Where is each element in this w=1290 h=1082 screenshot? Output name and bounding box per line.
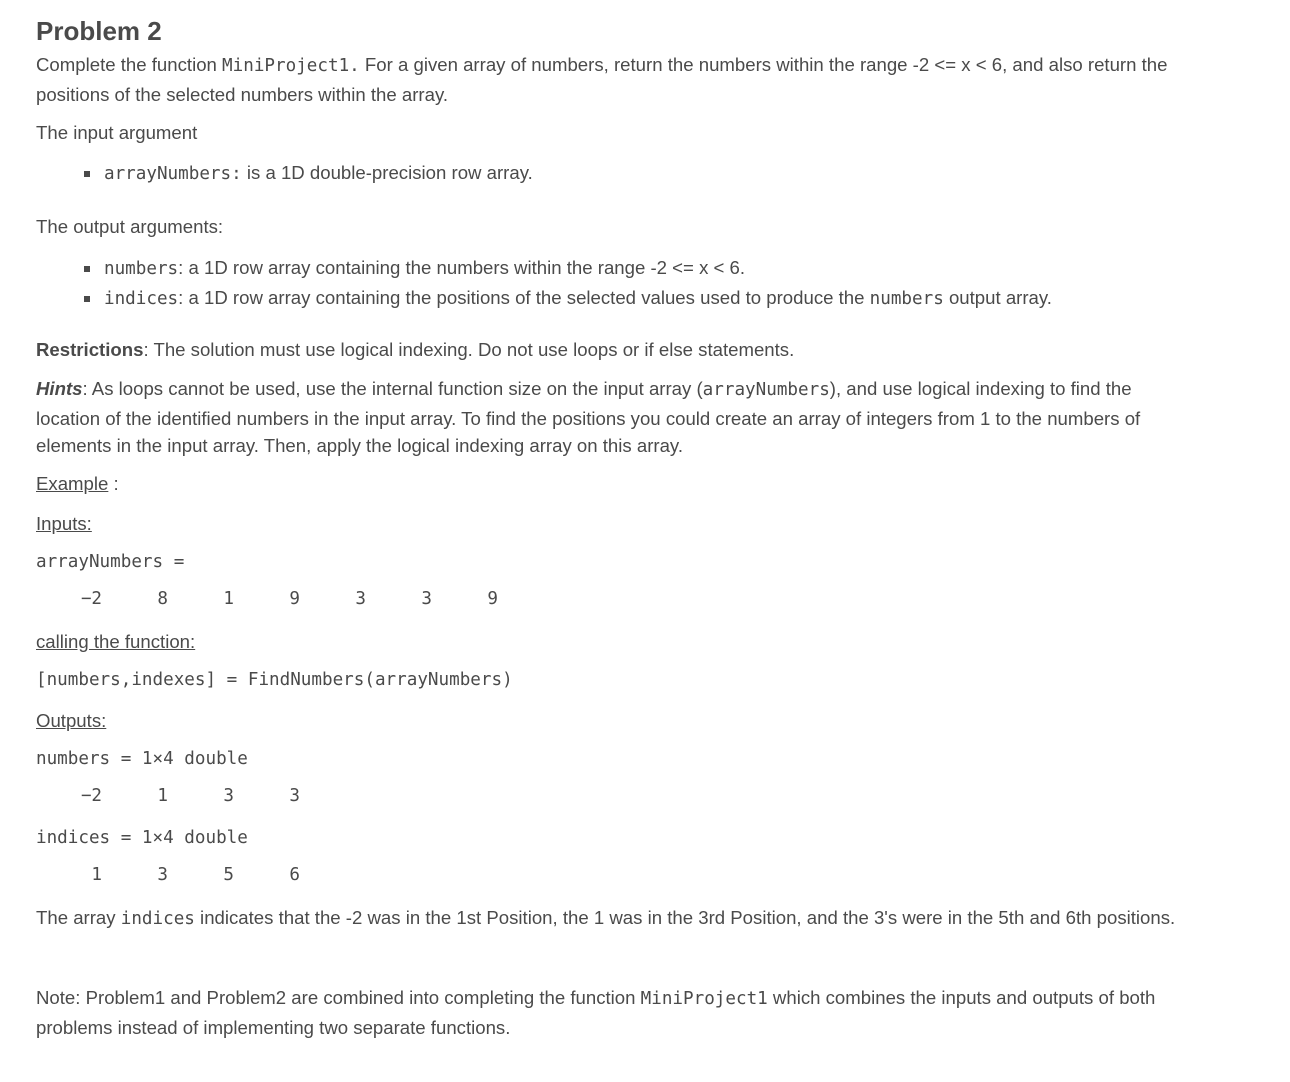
argument-code: arrayNumbers: [104,164,242,184]
array-value: 3 [355,589,366,609]
indices-assignment: indices = 1×4 double [36,828,248,848]
numbers-value: 3 [289,786,300,806]
explanation-code: indices [120,909,195,929]
indices-value: 6 [289,865,300,885]
numbers-value: −2 [80,786,102,806]
note-function-name: MiniProject1 [640,989,768,1009]
array-value: 1 [223,589,234,609]
note-text-post: which combines the inputs and outputs of both [767,987,1156,1008]
note-text-pre: Note: Problem1 and Problem2 are combined into completing the function [36,987,641,1008]
array-value: 3 [421,589,432,609]
numbers-assignment: numbers = 1×4 double [36,749,248,769]
argument-description-end: output array. [943,286,1052,308]
hints-text-line3: elements in the input array. Then, apply the logical indexing array on this array. [36,435,684,456]
page-title: Problem 2 [36,16,162,46]
indices-value: 5 [223,865,234,885]
array-value: 9 [289,589,300,609]
hints-paragraph [36,375,1236,460]
argument-code-inline: numbers [869,288,944,309]
restrictions-label: Restrictions [36,339,144,360]
array-value: 8 [157,589,168,609]
array-assignment: arrayNumbers = [36,552,185,572]
calling-label: calling the function: [36,631,196,652]
note-paragraph [36,984,1236,1041]
inputs-label: Inputs: [36,513,92,534]
list-item [84,159,533,189]
intro-text-pre: Complete the function [36,54,223,75]
numbers-value: 3 [223,786,234,806]
argument-description: : a 1D row array containing the positions of the selected values used to produce the [178,286,870,308]
intro-function-name: MiniProject1. [222,56,360,76]
explanation-paragraph [36,904,1236,934]
explanation-text-post: indicates that the -2 was in the 1st Position, the 1 was in the 3rd Position, and the 3's were in the 5th and 6th positions. [194,907,1176,928]
input-heading: The input argument [36,122,198,143]
intro-text-line2: positions of the selected numbers within the array. [36,83,449,105]
hints-label: Hints [36,378,83,399]
restrictions-paragraph [36,336,1236,364]
argument-description: : a 1D row array containing the numbers within the range -2 <= x < 6. [178,257,746,278]
example-label: Example [36,473,109,494]
indices-value: 1 [91,865,102,885]
argument-description: is a 1D double-precision row array. [241,162,533,183]
function-call-line: [numbers,indexes] = FindNumbers(arrayNumbers) [36,670,513,690]
output-heading: The output arguments: [36,216,224,237]
example-heading [36,470,1236,498]
list-item [84,254,1052,284]
outputs-label: Outputs: [36,710,107,731]
argument-code: numbers [104,259,179,279]
array-value: 9 [487,589,498,609]
argument-code: indices [104,288,179,309]
hints-text-pre: : As loops cannot be used, use the internal function size on the input array ( [82,378,703,399]
numbers-value: 1 [157,786,168,806]
hints-text-line2: location of the identified numbers in the input array. To find the positions you could create an array of integers from 1 to the numbers of [36,407,1141,429]
intro-text-post: For a given array of numbers, return the numbers within the range -2 <= x < 6, and also return the [359,54,1168,75]
intro-paragraph [36,51,1236,108]
list-item [84,284,1052,314]
restrictions-text: : The solution must use logical indexing. Do not use loops or if else statements. [143,339,795,360]
explanation-text-pre: The array [36,907,121,928]
indices-value: 3 [157,865,168,885]
array-value: −2 [80,589,102,609]
hints-text-post: ), and use logical indexing to find the [829,378,1132,399]
note-text-line2: problems instead of implementing two separate functions. [36,1016,511,1038]
output-argument-list [84,254,1052,313]
example-colon: : [108,473,119,494]
hints-code: arrayNumbers [702,380,830,400]
input-argument-list [84,159,533,189]
